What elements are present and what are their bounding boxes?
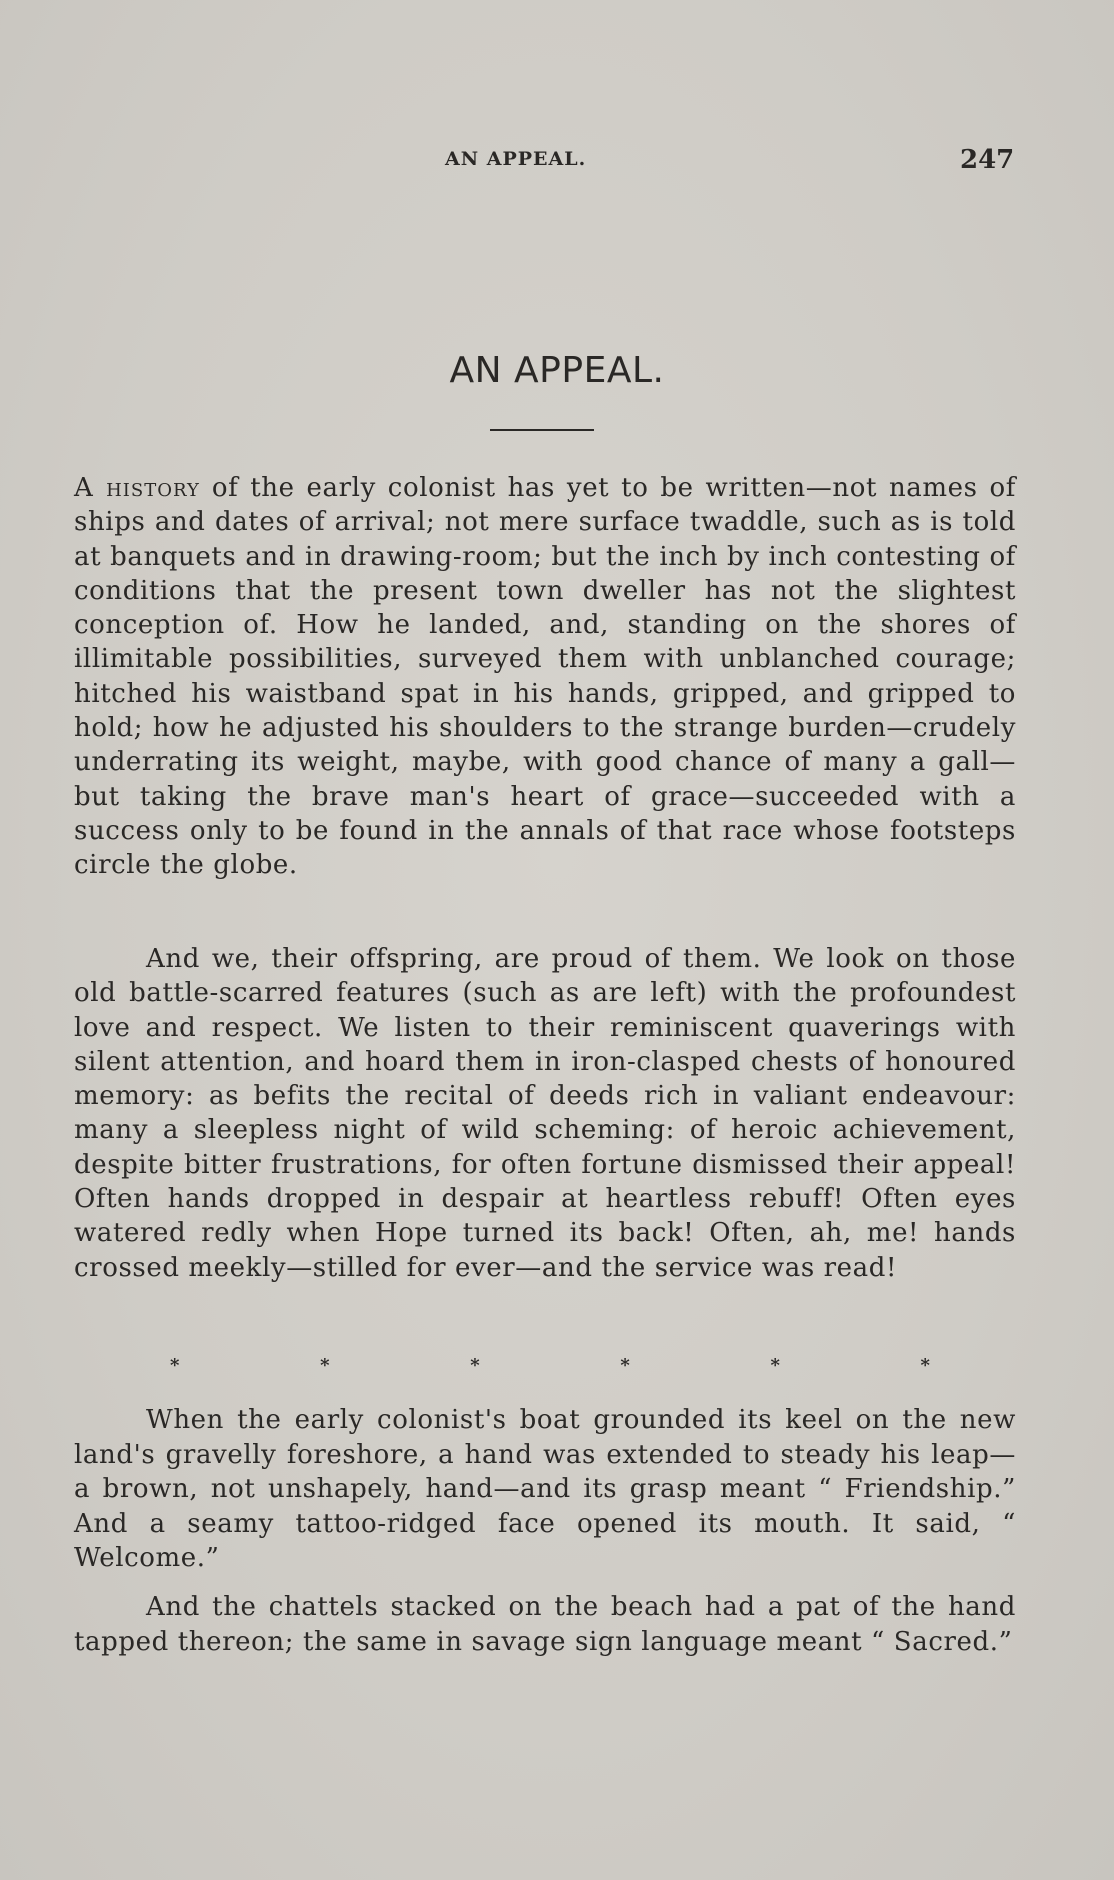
- section-break-asterisk: *: [920, 1355, 930, 1376]
- chapter-title: AN APPEAL.: [449, 350, 665, 391]
- paragraph-1: [74, 471, 1016, 883]
- paragraph-3: When the early colonist's boat grounded its keel on the new land's gravelly foreshore, a hand was extended to steady his leap—a brown, not unshapely, hand—and its grasp meant “ Friendship.” And a seamy tattoo-ridged face opened its mouth. It said, “ Welcome.”: [74, 1405, 1016, 1573]
- page-number: 247: [960, 145, 1015, 175]
- running-header: [0, 145, 1114, 178]
- section-break-asterisk: *: [470, 1355, 480, 1376]
- section-break-asterisk: *: [770, 1355, 780, 1376]
- paragraph-2: And we, their offspring, are proud of them. We look on those old battle-scarred features (such as are left) with the profoundest love and respect. We listen to their reminiscent quaverings with silent attention, and hoard them in iron-clasped chests of honoured memory: as befits the recital of deeds rich in valiant endeavour: many a sleepless night of wild scheming: of heroic achievement, despite bitter frustrations, for often fortune dismissed their appeal! Often hands dropped in despair at heartless rebuff! Often eyes watered redly when Hope turned its back! Often, ah, me! hands crossed meekly—stilled for ever—and the service was read!: [74, 944, 1016, 1283]
- section-break: [170, 1355, 930, 1376]
- section-break-asterisk: *: [620, 1355, 630, 1376]
- paragraph-4: And the chattels stacked on the beach had a pat of the hand tapped thereon; the same in savage sign language meant “ Sacred.”: [74, 1592, 1016, 1657]
- title-rule: [490, 429, 594, 431]
- running-title: AN APPEAL.: [445, 148, 587, 170]
- section-break-asterisk: *: [170, 1355, 180, 1376]
- paragraph-1-lead: A history: [74, 473, 200, 503]
- section-break-asterisk: *: [320, 1355, 330, 1376]
- paragraph-1-text: of the early colonist has yet to be written—not names of ships and dates of arrival; not mere surface twaddle, such as is told at banquets and in drawing-room; but the inch by inch contesting of conditions that the present town dweller has not the slightest conception of. How he landed, and, standing on the shores of illimitable possibilities, surveyed them with unblanched courage; hitched his waistband spat in his hands, gripped, and gripped to hold; how he adjusted his shoulders to the strange burden—crudely underrating its weight, maybe, with good chance of many a gall—but taking the brave man's heart of grace—succeeded with a success only to be found in the annals of that race whose footsteps circle the globe.: [74, 473, 1016, 881]
